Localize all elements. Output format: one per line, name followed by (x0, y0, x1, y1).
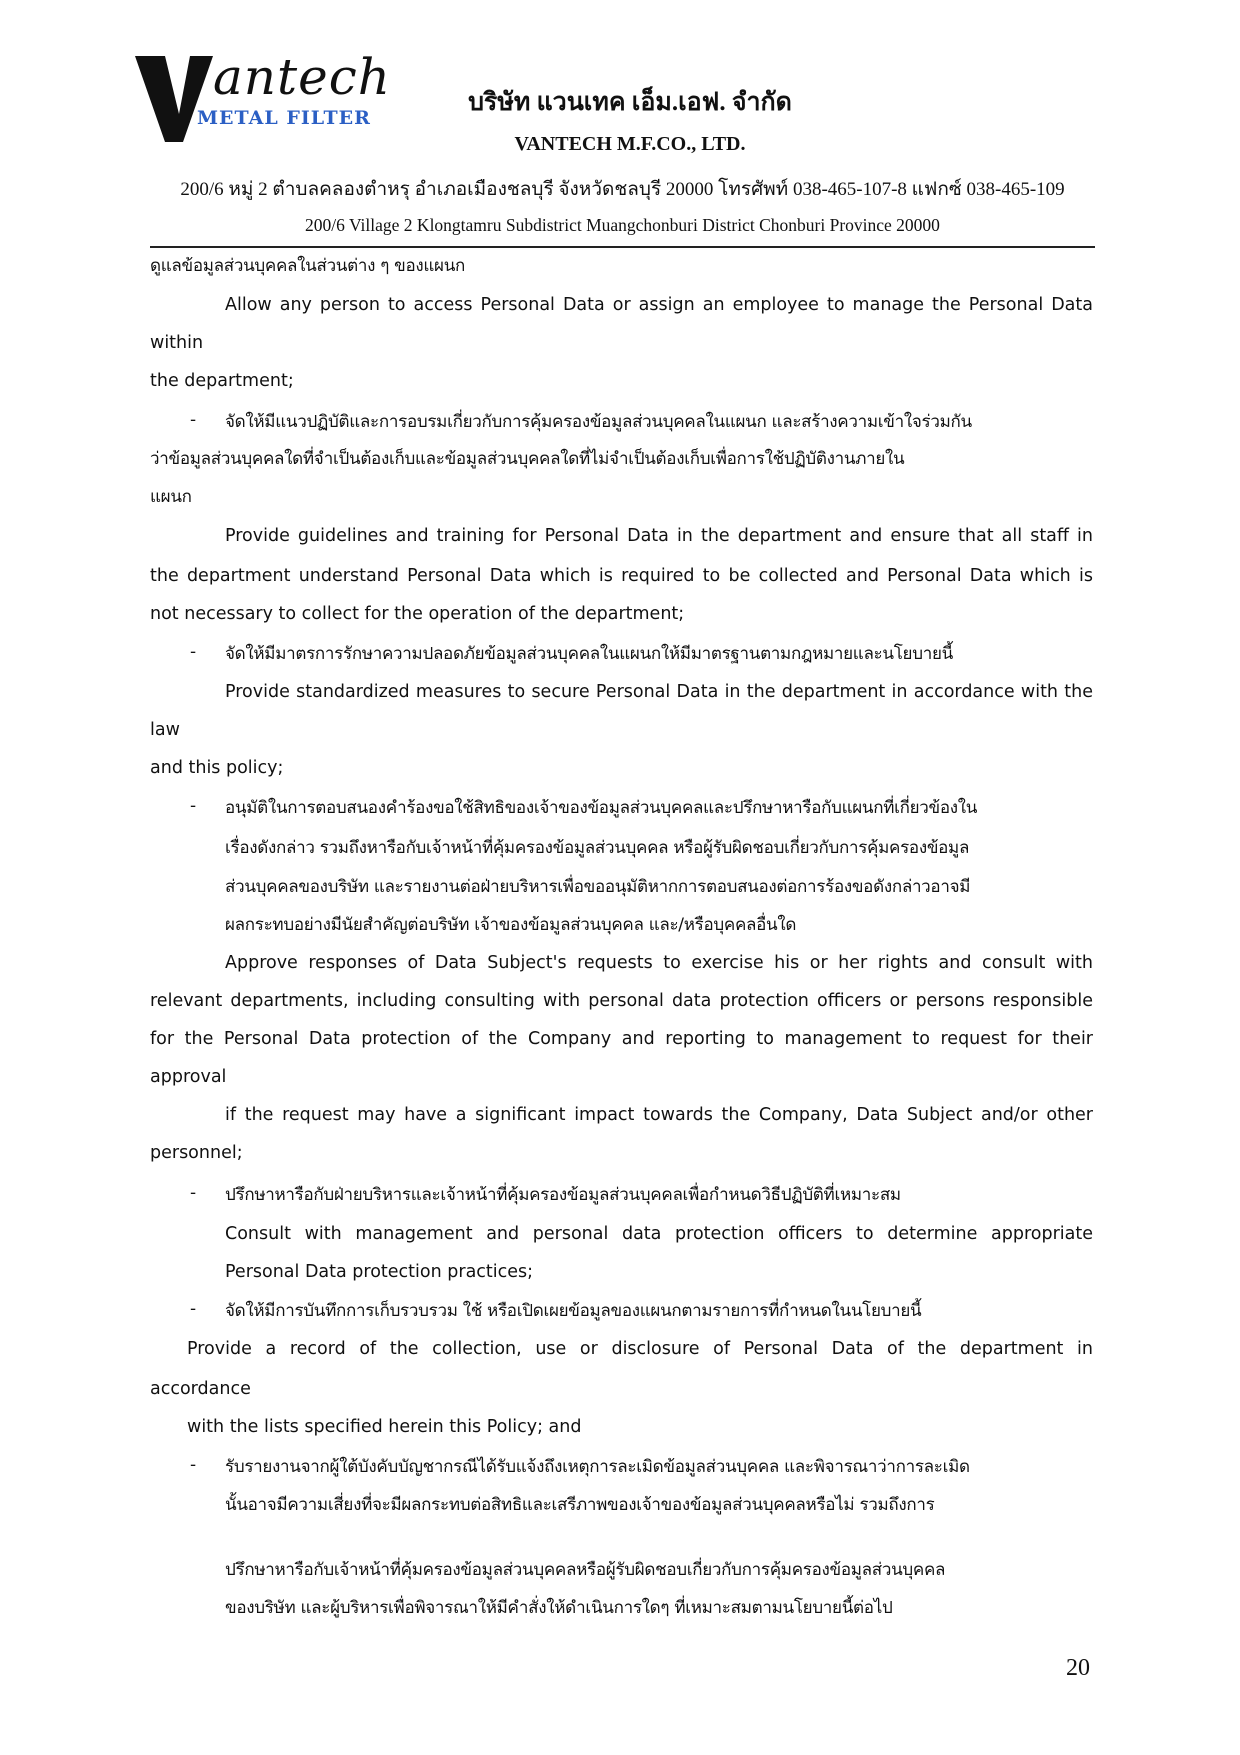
bullet-text: นั้นอาจมีความเสี่ยงที่จะมีผลกระทบต่อสิทธิและเสรีภาพของเจ้าของข้อมูลส่วนบุคคลหรือไม่ รวมถึงการ (225, 1495, 935, 1515)
bullet-text: จัดให้มีแนวปฏิบัติและการอบรมเกี่ยวกับการคุ้มครองข้อมูลส่วนบุคคลในแผนก และสร้างความเข้าใจร่วมกัน (225, 412, 972, 432)
body-line: Consult with management and personal data protection officers to determine appropriate (225, 1224, 1093, 1244)
company-name-english: VANTECH M.F.CO., LTD. (514, 133, 746, 155)
address-thai: 200/6 หมู่ 2 ตำบลคลองตำหรุ อำเภอเมืองชลบุรี จังหวัดชลบุรี 20000 โทรศัพท์ 038-465-107-8 แฟกซ์ 038-465-109 (180, 179, 1065, 200)
body-line: Provide standardized measures to secure Personal Data in the department in accordance with the (225, 682, 1093, 702)
bullet-text: จัดให้มีมาตรการรักษาความปลอดภัยข้อมูลส่วนบุคคลในแผนกให้มีมาตรฐานตามกฎหมายและนโยบายนี้ (225, 644, 953, 664)
company-logo (135, 48, 391, 142)
body-line: Personal Data protection practices; (225, 1262, 534, 1282)
body-line: ว่าข้อมูลส่วนบุคคลใดที่จำเป็นต้องเก็บและข้อมูลส่วนบุคคลใดที่ไม่จำเป็นต้องเก็บเพื่อการใช้ปฏิบัติงานภายใน (150, 449, 905, 469)
body-line: if the request may have a significant impact towards the Company, Data Subject and/or other (225, 1105, 1093, 1125)
body-line: the department; (150, 371, 294, 391)
body-line: Approve responses of Data Subject's requests to exercise his or her rights and consult with (225, 953, 1093, 973)
body-line: for the Personal Data protection of the Company and reporting to management to request for their (150, 1029, 1093, 1049)
body-line: not necessary to collect for the operation of the department; (150, 604, 685, 624)
bullet-dash: - (190, 1299, 197, 1319)
header-divider (150, 246, 1095, 248)
body-line: within (150, 333, 204, 353)
company-name-thai: บริษัท แวนเทค เอ็ม.เอฟ. จำกัด (468, 89, 792, 116)
bullet-text: เรื่องดังกล่าว รวมถึงหารือกับเจ้าหน้าที่คุ้มครองข้อมูลส่วนบุคคล หรือผู้รับผิดชอบเกี่ยวกับการคุ้มครองข้อมูล (225, 838, 970, 858)
bullet-text: ปรึกษาหารือกับเจ้าหน้าที่คุ้มครองข้อมูลส่วนบุคคลหรือผู้รับผิดชอบเกี่ยวกับการคุ้มครองข้อมูลส่วนบุคคล (225, 1560, 946, 1580)
bullet-text: ผลกระทบอย่างมีนัยสำคัญต่อบริษัท เจ้าของข้อมูลส่วนบุคคล และ/หรือบุคคลอื่นใด (225, 915, 797, 935)
body-line: Allow any person to access Personal Data or assign an employee to manage the Personal Data (225, 295, 1093, 315)
body-line: Provide guidelines and training for Personal Data in the department and ensure that all staff in (225, 526, 1093, 546)
body-line: relevant departments, including consulting with personal data protection officers or persons responsible (150, 991, 1093, 1011)
bullet-text: ปรึกษาหารือกับฝ่ายบริหารและเจ้าหน้าที่คุ้มครองข้อมูลส่วนบุคคลเพื่อกำหนดวิธีปฏิบัติที่เหมาะสม (225, 1185, 901, 1205)
logo-wordmark: antech (213, 48, 391, 106)
bullet-text: ของบริษัท และผู้บริหารเพื่อพิจารณาให้มีคำสั่งให้ดำเนินการใดๆ ที่เหมาะสมตามนโยบายนี้ต่อไป (225, 1598, 893, 1618)
body-line: with the lists specified herein this Policy; and (187, 1417, 582, 1437)
logo-v-icon (135, 52, 215, 144)
bullet-text: จัดให้มีการบันทึกการเก็บรวบรวม ใช้ หรือเปิดเผยข้อมูลของแผนกตามรายการที่กำหนดในนโยบายนี้ (225, 1301, 922, 1321)
bullet-text: ส่วนบุคคลของบริษัท และรายงานต่อฝ่ายบริหารเพื่อขออนุมัติหากการตอบสนองต่อการร้องขอดังกล่าวอาจมี (225, 877, 971, 897)
bullet-dash: - (190, 410, 197, 430)
body-line: ดูแลข้อมูลส่วนบุคคลในส่วนต่าง ๆ ของแผนก (150, 256, 466, 276)
bullet-dash: - (190, 642, 197, 662)
body-line: accordance (150, 1379, 251, 1399)
body-line: personnel; (150, 1143, 243, 1163)
body-line: and this policy; (150, 758, 284, 778)
address-english: 200/6 Village 2 Klongtamru Subdistrict Muangchonburi District Chonburi Province 20000 (305, 215, 940, 235)
body-line: the department understand Personal Data which is required to be collected and Personal Data which is (150, 566, 1093, 586)
bullet-dash: - (190, 796, 197, 816)
bullet-dash: - (190, 1455, 197, 1475)
body-line: approval (150, 1067, 227, 1087)
logo-subtitle: METAL FILTER (197, 107, 371, 129)
body-line: Provide a record of the collection, use or disclosure of Personal Data of the department in (187, 1339, 1093, 1359)
bullet-dash: - (190, 1183, 197, 1203)
bullet-text: รับรายงานจากผู้ใต้บังคับบัญชากรณีได้รับแจ้งถึงเหตุการละเมิดข้อมูลส่วนบุคคล และพิจารณาว่าการละเมิด (225, 1457, 970, 1477)
page-number: 20 (1066, 1655, 1090, 1681)
body-line: แผนก (150, 487, 192, 507)
bullet-text: อนุมัติในการตอบสนองคำร้องขอใช้สิทธิของเจ้าของข้อมูลส่วนบุคคลและปรึกษาหารือกับแผนกที่เกี่ยวข้องใน (225, 798, 978, 818)
body-line: law (150, 720, 180, 740)
